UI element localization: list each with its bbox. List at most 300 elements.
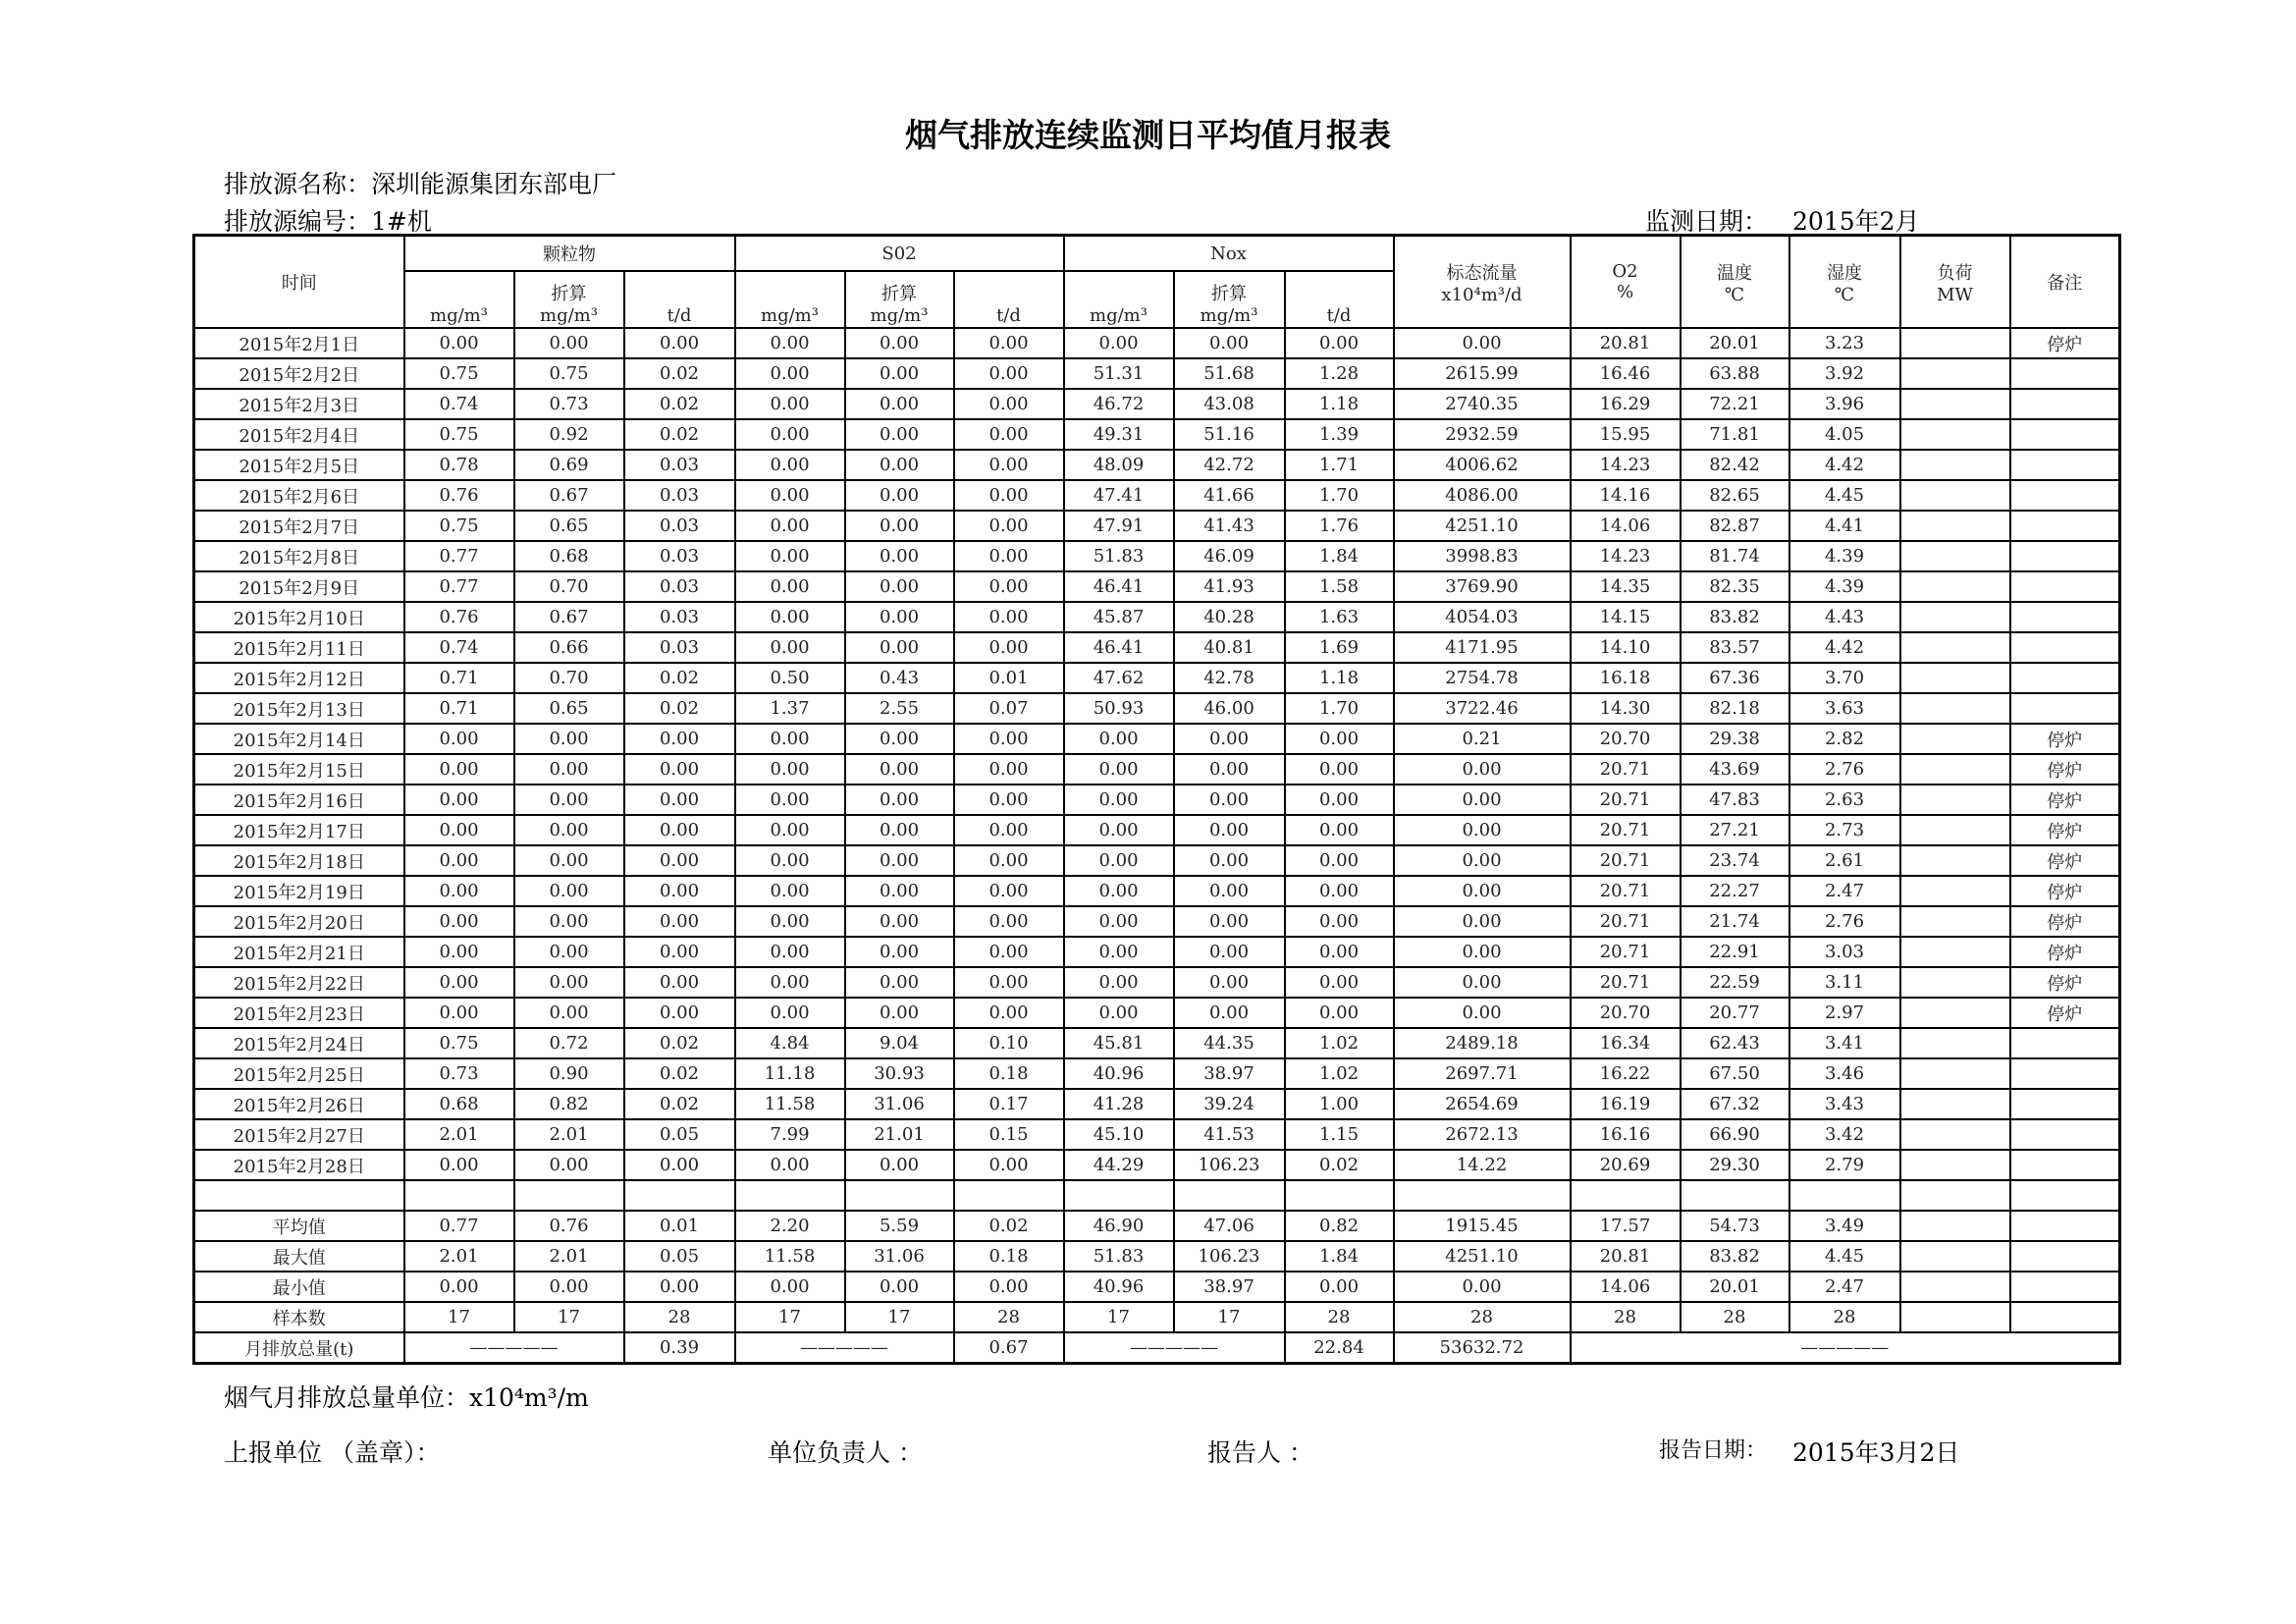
table-cell: 45.10 bbox=[1064, 1119, 1174, 1150]
footer-date: 2015年3月2日 bbox=[1792, 1438, 1960, 1467]
table-cell: 0.00 bbox=[845, 845, 954, 876]
table-cell bbox=[1900, 480, 2010, 511]
table-cell: 2.79 bbox=[1789, 1150, 1900, 1180]
table-cell: 0.00 bbox=[1285, 845, 1394, 876]
table-cell: 0.00 bbox=[1285, 906, 1394, 937]
table-cell bbox=[404, 1180, 514, 1211]
table-cell bbox=[1900, 724, 2010, 754]
table-cell: 82.42 bbox=[1681, 450, 1789, 480]
table-cell: 2740.35 bbox=[1394, 389, 1571, 419]
table-cell: 0.00 bbox=[735, 419, 845, 450]
table-cell: 0.67 bbox=[514, 480, 624, 511]
table-cell: 1.70 bbox=[1285, 693, 1394, 724]
table-row bbox=[194, 876, 2120, 906]
table-cell: 0.00 bbox=[1174, 845, 1285, 876]
table-cell: 16.16 bbox=[1571, 1119, 1681, 1150]
table-cell: 0.00 bbox=[735, 937, 845, 967]
table-cell: 4.39 bbox=[1789, 541, 1900, 571]
table-cell: 0.00 bbox=[1174, 724, 1285, 754]
table-cell: 30.93 bbox=[845, 1058, 954, 1089]
table-cell: 14.35 bbox=[1571, 571, 1681, 602]
table-cell: 0.05 bbox=[624, 1241, 735, 1272]
table-cell: 0.00 bbox=[845, 571, 954, 602]
table-cell: 0.00 bbox=[404, 724, 514, 754]
table-cell: 0.00 bbox=[514, 845, 624, 876]
table-cell: 0.00 bbox=[514, 876, 624, 906]
table-row bbox=[194, 845, 2120, 876]
table-cell: 0.00 bbox=[954, 785, 1064, 815]
row-label: 2015年2月23日 bbox=[194, 998, 404, 1028]
table-row bbox=[194, 785, 2120, 815]
table-cell: 0.00 bbox=[1394, 906, 1571, 937]
footer-date-label: 报告日期： bbox=[1659, 1438, 1768, 1463]
header-nox: Nox bbox=[1064, 236, 1394, 272]
table-cell: 2697.71 bbox=[1394, 1058, 1571, 1089]
table-cell: 17 bbox=[1064, 1302, 1174, 1332]
row-label: 2015年2月22日 bbox=[194, 967, 404, 998]
subheader-unit: t/d bbox=[624, 271, 735, 328]
table-cell bbox=[2010, 1028, 2120, 1058]
table-cell bbox=[2010, 480, 2120, 511]
table-row bbox=[194, 511, 2120, 541]
table-cell: 11.58 bbox=[735, 1241, 845, 1272]
table-cell: 0.00 bbox=[1394, 328, 1571, 358]
subheader-unit: t/d bbox=[954, 271, 1064, 328]
table-cell: 0.02 bbox=[624, 1089, 735, 1119]
row-label: 2015年2月8日 bbox=[194, 541, 404, 571]
table-cell: 0.00 bbox=[735, 1272, 845, 1302]
table-cell: 0.00 bbox=[954, 450, 1064, 480]
table-cell: 停炉 bbox=[2010, 876, 2120, 906]
table-cell: 0.00 bbox=[1285, 785, 1394, 815]
table-cell: 0.00 bbox=[404, 785, 514, 815]
table-cell: 0.00 bbox=[845, 511, 954, 541]
table-cell: 51.31 bbox=[1064, 358, 1174, 389]
table-cell bbox=[2010, 1119, 2120, 1150]
row-label: 平均值 bbox=[194, 1211, 404, 1241]
table-cell: 72.21 bbox=[1681, 389, 1789, 419]
table-cell bbox=[1900, 1211, 2010, 1241]
table-cell: 0.00 bbox=[845, 602, 954, 632]
footer-leader: 单位负责人 ： bbox=[768, 1438, 923, 1467]
table-cell: 31.06 bbox=[845, 1241, 954, 1272]
table-cell bbox=[1900, 571, 2010, 602]
table-cell: 0.75 bbox=[404, 419, 514, 450]
table-cell: 0.00 bbox=[845, 450, 954, 480]
total-cell: ————— bbox=[735, 1332, 954, 1364]
table-cell: 0.00 bbox=[404, 998, 514, 1028]
table-cell: 47.62 bbox=[1064, 663, 1174, 693]
table-cell: 0.82 bbox=[1285, 1211, 1394, 1241]
table-cell: 7.99 bbox=[735, 1119, 845, 1150]
table-cell bbox=[1394, 1180, 1571, 1211]
table-cell: 22.91 bbox=[1681, 937, 1789, 967]
table-cell: 28 bbox=[1571, 1302, 1681, 1332]
table-cell: 0.76 bbox=[404, 602, 514, 632]
table-cell: 3.63 bbox=[1789, 693, 1900, 724]
table-cell: 0.00 bbox=[954, 876, 1064, 906]
table-cell: 2.76 bbox=[1789, 754, 1900, 785]
table-cell bbox=[735, 1180, 845, 1211]
table-cell: 0.00 bbox=[845, 906, 954, 937]
table-cell bbox=[514, 1180, 624, 1211]
table-cell: 9.04 bbox=[845, 1028, 954, 1058]
table-cell: 51.83 bbox=[1064, 1241, 1174, 1272]
table-cell: 0.65 bbox=[514, 511, 624, 541]
report-table bbox=[192, 234, 2121, 1365]
table-cell: 46.09 bbox=[1174, 541, 1285, 571]
table-cell bbox=[1900, 1180, 2010, 1211]
table-cell: 4.39 bbox=[1789, 571, 1900, 602]
table-cell: 54.73 bbox=[1681, 1211, 1789, 1241]
table-cell bbox=[2010, 389, 2120, 419]
table-cell: 14.23 bbox=[1571, 450, 1681, 480]
table-cell: 1.58 bbox=[1285, 571, 1394, 602]
table-cell: 16.18 bbox=[1571, 663, 1681, 693]
table-cell: 停炉 bbox=[2010, 937, 2120, 967]
table-cell: 0.43 bbox=[845, 663, 954, 693]
table-cell: 28 bbox=[954, 1302, 1064, 1332]
table-cell bbox=[1681, 1180, 1789, 1211]
total-cell: ————— bbox=[404, 1332, 624, 1364]
header-temp: 温度 ℃ bbox=[1681, 236, 1789, 329]
table-cell: 0.77 bbox=[404, 1211, 514, 1241]
table-row bbox=[194, 450, 2120, 480]
table-cell: 45.87 bbox=[1064, 602, 1174, 632]
table-cell: 20.70 bbox=[1571, 724, 1681, 754]
table-cell: 41.93 bbox=[1174, 571, 1285, 602]
table-cell: 29.38 bbox=[1681, 724, 1789, 754]
table-cell: 1.70 bbox=[1285, 480, 1394, 511]
table-cell: 71.81 bbox=[1681, 419, 1789, 450]
table-cell: 停炉 bbox=[2010, 724, 2120, 754]
table-cell bbox=[1900, 1058, 2010, 1089]
table-cell: 0.00 bbox=[1064, 845, 1174, 876]
table-cell bbox=[2010, 632, 2120, 663]
table-cell bbox=[1900, 785, 2010, 815]
table-cell: 4.84 bbox=[735, 1028, 845, 1058]
row-label: 2015年2月28日 bbox=[194, 1150, 404, 1180]
table-cell bbox=[2010, 511, 2120, 541]
table-cell: 46.41 bbox=[1064, 632, 1174, 663]
table-cell: 15.95 bbox=[1571, 419, 1681, 450]
row-label bbox=[194, 1180, 404, 1211]
table-row bbox=[194, 815, 2120, 845]
table-cell: 14.22 bbox=[1394, 1150, 1571, 1180]
table-cell: 0.00 bbox=[845, 876, 954, 906]
table-cell: 0.75 bbox=[404, 1028, 514, 1058]
table-cell: 20.71 bbox=[1571, 785, 1681, 815]
table-cell: 82.87 bbox=[1681, 511, 1789, 541]
table-cell: 14.06 bbox=[1571, 511, 1681, 541]
table-cell: 41.53 bbox=[1174, 1119, 1285, 1150]
table-cell: 4.45 bbox=[1789, 1241, 1900, 1272]
row-label: 样本数 bbox=[194, 1302, 404, 1332]
table-cell bbox=[2010, 450, 2120, 480]
unit-note: 烟气月排放总量单位：x10⁴m³/m bbox=[224, 1383, 589, 1412]
table-cell: 23.74 bbox=[1681, 845, 1789, 876]
table-cell: 0.00 bbox=[735, 541, 845, 571]
table-cell: 67.32 bbox=[1681, 1089, 1789, 1119]
table-cell: 1.37 bbox=[735, 693, 845, 724]
table-cell: 20.71 bbox=[1571, 876, 1681, 906]
table-cell: 4251.10 bbox=[1394, 511, 1571, 541]
table-cell: 0.70 bbox=[514, 663, 624, 693]
table-cell: 17 bbox=[404, 1302, 514, 1332]
table-cell: 47.91 bbox=[1064, 511, 1174, 541]
table-cell: 0.02 bbox=[624, 693, 735, 724]
table-cell: 0.05 bbox=[624, 1119, 735, 1150]
row-label: 2015年2月4日 bbox=[194, 419, 404, 450]
table-cell: 45.81 bbox=[1064, 1028, 1174, 1058]
table-cell: 0.00 bbox=[954, 511, 1064, 541]
table-cell: 停炉 bbox=[2010, 845, 2120, 876]
table-cell: 14.30 bbox=[1571, 693, 1681, 724]
table-cell bbox=[1900, 632, 2010, 663]
table-cell: 5.59 bbox=[845, 1211, 954, 1241]
table-row bbox=[194, 1028, 2120, 1058]
table-cell: 0.00 bbox=[514, 724, 624, 754]
table-cell bbox=[2010, 663, 2120, 693]
row-label: 2015年2月20日 bbox=[194, 906, 404, 937]
table-cell: 2754.78 bbox=[1394, 663, 1571, 693]
row-label: 2015年2月21日 bbox=[194, 937, 404, 967]
table-cell: 0.00 bbox=[735, 724, 845, 754]
table-cell: 0.71 bbox=[404, 663, 514, 693]
table-cell: 2.61 bbox=[1789, 845, 1900, 876]
table-cell: 2654.69 bbox=[1394, 1089, 1571, 1119]
table-cell: 2.01 bbox=[404, 1241, 514, 1272]
table-cell: 0.00 bbox=[404, 876, 514, 906]
table-cell: 2.76 bbox=[1789, 906, 1900, 937]
table-cell: 0.75 bbox=[404, 511, 514, 541]
table-cell: 0.01 bbox=[624, 1211, 735, 1241]
table-cell: 3.23 bbox=[1789, 328, 1900, 358]
table-cell: 3.92 bbox=[1789, 358, 1900, 389]
table-cell: 0.02 bbox=[954, 1211, 1064, 1241]
table-cell: 0.00 bbox=[735, 632, 845, 663]
table-cell: 16.46 bbox=[1571, 358, 1681, 389]
table-cell: 16.34 bbox=[1571, 1028, 1681, 1058]
table-cell: 29.30 bbox=[1681, 1150, 1789, 1180]
table-cell bbox=[1789, 1180, 1900, 1211]
table-cell: 0.00 bbox=[514, 998, 624, 1028]
table-cell: 2.73 bbox=[1789, 815, 1900, 845]
table-cell: 3.41 bbox=[1789, 1028, 1900, 1058]
table-cell: 0.00 bbox=[954, 815, 1064, 845]
row-label: 2015年2月11日 bbox=[194, 632, 404, 663]
table-cell: 0.74 bbox=[404, 389, 514, 419]
table-cell: 0.00 bbox=[954, 754, 1064, 785]
table-cell: 0.92 bbox=[514, 419, 624, 450]
table-cell: 0.21 bbox=[1394, 724, 1571, 754]
subheader-unit: mg/m³ bbox=[404, 271, 514, 328]
table-cell: 20.70 bbox=[1571, 998, 1681, 1028]
table-cell: 46.41 bbox=[1064, 571, 1174, 602]
table-cell: 0.00 bbox=[845, 937, 954, 967]
table-cell: 0.00 bbox=[735, 845, 845, 876]
total-cell: ————— bbox=[1064, 1332, 1285, 1364]
table-cell: 0.00 bbox=[845, 1272, 954, 1302]
table-cell: 1.39 bbox=[1285, 419, 1394, 450]
table-row bbox=[194, 998, 2120, 1028]
table-cell: 0.00 bbox=[404, 845, 514, 876]
table-cell: 3722.46 bbox=[1394, 693, 1571, 724]
table-cell bbox=[1900, 1302, 2010, 1332]
table-cell bbox=[2010, 358, 2120, 389]
table-cell: 1.18 bbox=[1285, 389, 1394, 419]
table-cell: 48.09 bbox=[1064, 450, 1174, 480]
row-label: 2015年2月16日 bbox=[194, 785, 404, 815]
table-cell bbox=[2010, 571, 2120, 602]
table-cell: 4086.00 bbox=[1394, 480, 1571, 511]
table-cell: 停炉 bbox=[2010, 998, 2120, 1028]
row-label: 最小值 bbox=[194, 1272, 404, 1302]
table-cell: 0.00 bbox=[845, 967, 954, 998]
total-cell: ————— bbox=[1571, 1332, 2120, 1364]
header-humidity: 湿度 ℃ bbox=[1789, 236, 1900, 329]
table-cell: 0.00 bbox=[1064, 724, 1174, 754]
table-cell: 0.00 bbox=[1394, 876, 1571, 906]
table-cell: 停炉 bbox=[2010, 785, 2120, 815]
table-cell: 83.57 bbox=[1681, 632, 1789, 663]
row-label: 2015年2月13日 bbox=[194, 693, 404, 724]
row-label: 2015年2月6日 bbox=[194, 480, 404, 511]
table-cell: 0.10 bbox=[954, 1028, 1064, 1058]
row-label: 2015年2月18日 bbox=[194, 845, 404, 876]
row-label: 2015年2月26日 bbox=[194, 1089, 404, 1119]
table-cell: 0.00 bbox=[845, 785, 954, 815]
table-cell: 0.00 bbox=[954, 1272, 1064, 1302]
table-row bbox=[194, 1241, 2120, 1272]
table-row bbox=[194, 1058, 2120, 1089]
table-cell: 0.00 bbox=[845, 1150, 954, 1180]
table-cell bbox=[1900, 419, 2010, 450]
table-cell: 0.00 bbox=[1174, 815, 1285, 845]
table-cell: 0.00 bbox=[624, 845, 735, 876]
table-cell: 0.00 bbox=[514, 937, 624, 967]
table-cell: 22.59 bbox=[1681, 967, 1789, 998]
table-cell bbox=[1900, 1150, 2010, 1180]
table-cell: 20.71 bbox=[1571, 815, 1681, 845]
table-cell: 14.23 bbox=[1571, 541, 1681, 571]
table-cell: 63.88 bbox=[1681, 358, 1789, 389]
table-cell: 0.50 bbox=[735, 663, 845, 693]
table-cell: 0.00 bbox=[514, 1272, 624, 1302]
table-cell: 0.00 bbox=[954, 571, 1064, 602]
subheader-unit: 折算 mg/m³ bbox=[1174, 271, 1285, 328]
table-cell bbox=[1900, 1241, 2010, 1272]
table-cell: 0.02 bbox=[1285, 1150, 1394, 1180]
table-cell: 0.00 bbox=[735, 328, 845, 358]
table-cell bbox=[1900, 815, 2010, 845]
table-cell: 27.21 bbox=[1681, 815, 1789, 845]
table-cell: 0.00 bbox=[624, 724, 735, 754]
table-cell: 0.01 bbox=[954, 663, 1064, 693]
row-label: 2015年2月17日 bbox=[194, 815, 404, 845]
table-cell: 0.18 bbox=[954, 1058, 1064, 1089]
table-cell: 2.97 bbox=[1789, 998, 1900, 1028]
table-cell: 21.01 bbox=[845, 1119, 954, 1150]
table-cell: 0.00 bbox=[1394, 785, 1571, 815]
table-cell bbox=[2010, 1211, 2120, 1241]
table-cell: 46.00 bbox=[1174, 693, 1285, 724]
table-cell: 0.00 bbox=[1285, 876, 1394, 906]
table-cell: 0.77 bbox=[404, 541, 514, 571]
table-cell: 28 bbox=[624, 1302, 735, 1332]
table-cell bbox=[845, 1180, 954, 1211]
table-cell: 0.00 bbox=[1285, 998, 1394, 1028]
table-cell: 0.00 bbox=[845, 419, 954, 450]
table-cell: 0.00 bbox=[954, 845, 1064, 876]
row-label: 2015年2月5日 bbox=[194, 450, 404, 480]
table-cell bbox=[1900, 663, 2010, 693]
table-cell: 41.28 bbox=[1064, 1089, 1174, 1119]
table-cell bbox=[1900, 906, 2010, 937]
table-cell: 1.15 bbox=[1285, 1119, 1394, 1150]
table-cell: 17 bbox=[735, 1302, 845, 1332]
table-row bbox=[194, 906, 2120, 937]
table-cell: 0.00 bbox=[735, 815, 845, 845]
table-cell: 0.00 bbox=[1064, 876, 1174, 906]
header-o2: O2 % bbox=[1571, 236, 1681, 329]
table-cell: 17 bbox=[845, 1302, 954, 1332]
table-cell: 0.00 bbox=[1064, 906, 1174, 937]
report-title: 烟气排放连续监测日平均值月报表 bbox=[905, 116, 1391, 154]
table-cell: 0.00 bbox=[1064, 998, 1174, 1028]
table-cell: 4.41 bbox=[1789, 511, 1900, 541]
table-cell: 0.00 bbox=[404, 937, 514, 967]
total-cell: 月排放总量(t) bbox=[194, 1332, 404, 1364]
table-cell: 3998.83 bbox=[1394, 541, 1571, 571]
table-cell: 1.84 bbox=[1285, 1241, 1394, 1272]
table-cell: 3.96 bbox=[1789, 389, 1900, 419]
table-cell: 0.00 bbox=[1285, 754, 1394, 785]
table-cell: 1.02 bbox=[1285, 1028, 1394, 1058]
row-label: 2015年2月10日 bbox=[194, 602, 404, 632]
table-cell: 4251.10 bbox=[1394, 1241, 1571, 1272]
table-cell: 0.00 bbox=[404, 328, 514, 358]
table-cell: 20.01 bbox=[1681, 1272, 1789, 1302]
table-cell: 0.00 bbox=[1174, 998, 1285, 1028]
table-row bbox=[194, 1272, 2120, 1302]
table-cell: 0.00 bbox=[1285, 967, 1394, 998]
table-cell bbox=[2010, 1272, 2120, 1302]
row-label: 2015年2月3日 bbox=[194, 389, 404, 419]
table-cell: 0.00 bbox=[735, 1150, 845, 1180]
table-cell: 67.50 bbox=[1681, 1058, 1789, 1089]
table-row bbox=[194, 1211, 2120, 1241]
table-cell: 62.43 bbox=[1681, 1028, 1789, 1058]
table-cell: 0.00 bbox=[845, 328, 954, 358]
table-row bbox=[194, 1150, 2120, 1180]
table-cell: 0.00 bbox=[1285, 815, 1394, 845]
table-cell: 0.00 bbox=[1394, 754, 1571, 785]
table-cell: 31.06 bbox=[845, 1089, 954, 1119]
header-remark: 备注 bbox=[2010, 236, 2120, 329]
footer-unit: 上报单位 （盖章）： bbox=[224, 1438, 441, 1467]
table-cell: 0.00 bbox=[1174, 754, 1285, 785]
table-cell: 0.68 bbox=[404, 1089, 514, 1119]
table-cell: 51.83 bbox=[1064, 541, 1174, 571]
table-cell: 20.81 bbox=[1571, 328, 1681, 358]
table-cell: 0.00 bbox=[735, 876, 845, 906]
table-cell: 0.15 bbox=[954, 1119, 1064, 1150]
table-cell: 4.05 bbox=[1789, 419, 1900, 450]
table-cell: 0.76 bbox=[514, 1211, 624, 1241]
table-cell: 2615.99 bbox=[1394, 358, 1571, 389]
table-cell: 2489.18 bbox=[1394, 1028, 1571, 1058]
